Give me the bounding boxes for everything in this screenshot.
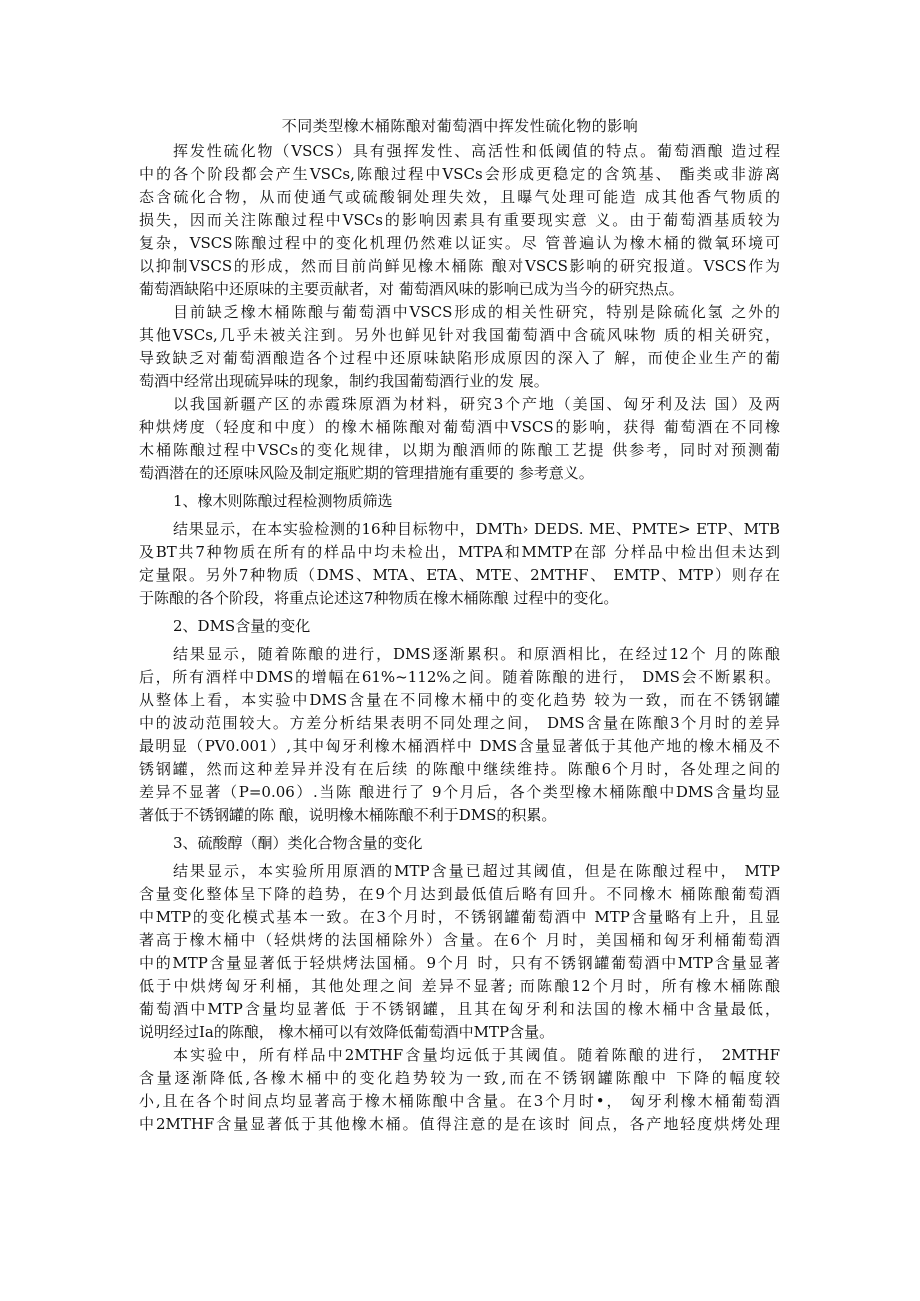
- text-line: 葡萄酒缺陷中还原味的主要贡献者，对 葡萄酒风味的影响已成为当今的研究热点。: [139, 280, 684, 298]
- text-line: 后，所有酒样中DMS的增幅在61%~112%之间。随着陈酿的进行， DMS会不断累积。: [139, 668, 780, 686]
- text-line: 著高于橡木桶中（轻烘烤的法国桶除外）含量。在6个 月时，美国桶和匈牙利桶葡萄酒: [139, 931, 780, 949]
- section-heading: 3、硫酸醇（酮）类化合物含量的变化: [173, 834, 423, 852]
- text-line: 葡萄酒中MTP含量均显著低 于不锈钢罐，且其在匈牙利和法国的橡木桶中含量最低，: [139, 1000, 780, 1018]
- text-line: 著低于不锈钢罐的陈 酿，说明橡木桶陈酿不利于DMS的积累。: [139, 806, 557, 824]
- text-line: 目前缺乏橡木桶陈酿与葡萄酒中VSCS形成的相关性研究，特别是除硫化氢 之外的: [173, 303, 780, 321]
- text-line: 木桶陈酿过程中VSCs的变化规律，以期为酿酒师的陈酿工艺提 供参考，同时对预测葡: [139, 441, 780, 459]
- document-title: 不同类型橡木桶陈酿对葡萄酒中挥发性硫化物的影响: [281, 117, 639, 135]
- text-line: 以我国新疆产区的赤霞珠原酒为材料，研究3个产地（美国、匈牙利及法 国）及两: [173, 395, 780, 413]
- text-line: 中MTP的变化模式基本一致。在3个月时，不锈钢罐葡萄酒中 MTP含量略有上升，且显: [139, 908, 780, 926]
- text-line: 于陈酿的各个阶段，将重点论述这7种物质在橡木桶陈酿 过程中的变化。: [139, 589, 619, 607]
- text-line: 中的MTP含量显著低于轻烘烤法国桶。9个月 时，只有不锈钢罐葡萄酒中MTP含量显著: [139, 954, 780, 972]
- text-line: 导致缺乏对葡萄酒酿造各个过程中还原味缺陷形成原因的深入了 解，而使企业生产的葡: [139, 349, 780, 367]
- text-line: 定量限。另外7种物质（DMS、MTA、ETA、MTE、2MTHF、 EMTP、MTP）则存在: [139, 566, 780, 584]
- text-line: 损失，因而关注陈酿过程中VSCs的影响因素具有重要现实意 义。由于葡萄酒基质较为: [139, 211, 780, 229]
- document-body: [139, 140, 780, 1136]
- section-heading: 2、DMS含量的变化: [173, 617, 311, 635]
- text-line: 小,且在各个时间点均显著高于橡木桶陈酿中含量。在3个月时•， 匈牙利橡木桶葡萄酒: [139, 1092, 780, 1110]
- text-line: 及BT共7种物质在所有的样品中均未检出，MTPA和MMTP在部 分样品中检出但未达到: [139, 543, 780, 561]
- text-line: 锈钢罐，然而这种差异并没有在后续 的陈酿中继续维持。陈酿6个月时，各处理之间的: [139, 760, 780, 778]
- text-line: 复杂，VSCS陈酿过程中的变化机理仍然难以证实。尽 管普遍认为橡木桶的微氧环境可: [139, 234, 780, 252]
- text-line: 说明经过Ia的陈酿， 橡木桶可以有效降低葡萄酒中MTP含量。: [139, 1023, 555, 1041]
- text-line: 结果显示，本实验所用原酒的MTP含量已超过其阈值，但是在陈酿过程中， MTP: [173, 862, 780, 880]
- text-line: 结果显示，在本实验检测的16种目标物中，DMTh› DEDS. ME、PMTE> ETP、MTB: [173, 520, 780, 538]
- text-line: 种烘烤度（轻度和中度）的橡木桶陈酿对葡萄酒中VSCS的影响，获得 葡萄酒在不同橡: [139, 418, 780, 436]
- text-line: 含量逐渐降低,各橡木桶中的变化趋势较为一致,而在不锈钢罐陈酿中 下降的幅度较: [139, 1069, 780, 1087]
- text-line: 结果显示，随着陈酿的进行，DMS逐渐累积。和原酒相比，在经过12个 月的陈酿: [173, 645, 780, 663]
- text-line: 中2MTHF含量显著低于其他橡木桶。值得注意的是在该时 间点，各产地轻度烘烤处理: [139, 1115, 780, 1133]
- text-line: 萄酒中经常出现硫异味的现象，制约我国葡萄酒行业的发 展。: [139, 372, 549, 390]
- text-line: 本实验中，所有样品中2MTHF含量均远低于其阈值。随着陈酿的进行， 2MTHF: [173, 1046, 780, 1064]
- section-heading: 1、橡木则陈酿过程检测物质筛选: [173, 492, 393, 510]
- text-line: 态含硫化合物，从而使通气或硫酸铜处理失效，且曝气处理可能造 成其他香气物质的: [139, 188, 780, 206]
- text-line: 其他VSCs,几乎未被关注到。另外也鲜见针对我国葡萄酒中含硫风味物 质的相关研究，: [139, 326, 780, 344]
- text-line: 中的波动范围较大。方差分析结果表明不同处理之间， DMS含量在陈酿3个月时的差异: [139, 714, 780, 732]
- text-line: 含量变化整体呈下降的趋势，在9个月达到最低值后略有回升。不同橡木 桶陈酿葡萄酒: [139, 885, 780, 903]
- text-line: 最明显（PV0.001）,其中匈牙利橡木桶酒样中 DMS含量显著低于其他产地的橡木桶及不: [139, 737, 780, 755]
- text-line: 以抑制VSCS的形成，然而目前尚鲜见橡木桶陈 酿对VSCS影响的研究报道。VSCS作为: [139, 257, 780, 275]
- text-line: 中的各个阶段都会产生VSCs,陈酿过程中VSCs会形成更稳定的含筑基、 酯类或非游离: [139, 165, 780, 183]
- text-line: 萄酒潜在的还原味风险及制定瓶贮期的管理措施有重要的 参考意义。: [139, 464, 594, 482]
- text-line: 挥发性硫化物（VSCS）具有强挥发性、高活性和低阈值的特点。葡萄酒酿 造过程: [173, 142, 780, 160]
- text-line: 从整体上看，本实验中DMS含量在不同橡木桶中的变化趋势 较为一致，而在不锈钢罐: [139, 691, 780, 709]
- text-line: 差异不显著（P=0.06）.当陈 酿进行了 9个月后，各个类型橡木桶陈酿中DMS含量均显: [139, 783, 780, 801]
- text-line: 低于中烘烤匈牙利桶，其他处理之间 差异不显著; 而陈酿12个月时，所有橡木桶陈酿: [139, 977, 780, 995]
